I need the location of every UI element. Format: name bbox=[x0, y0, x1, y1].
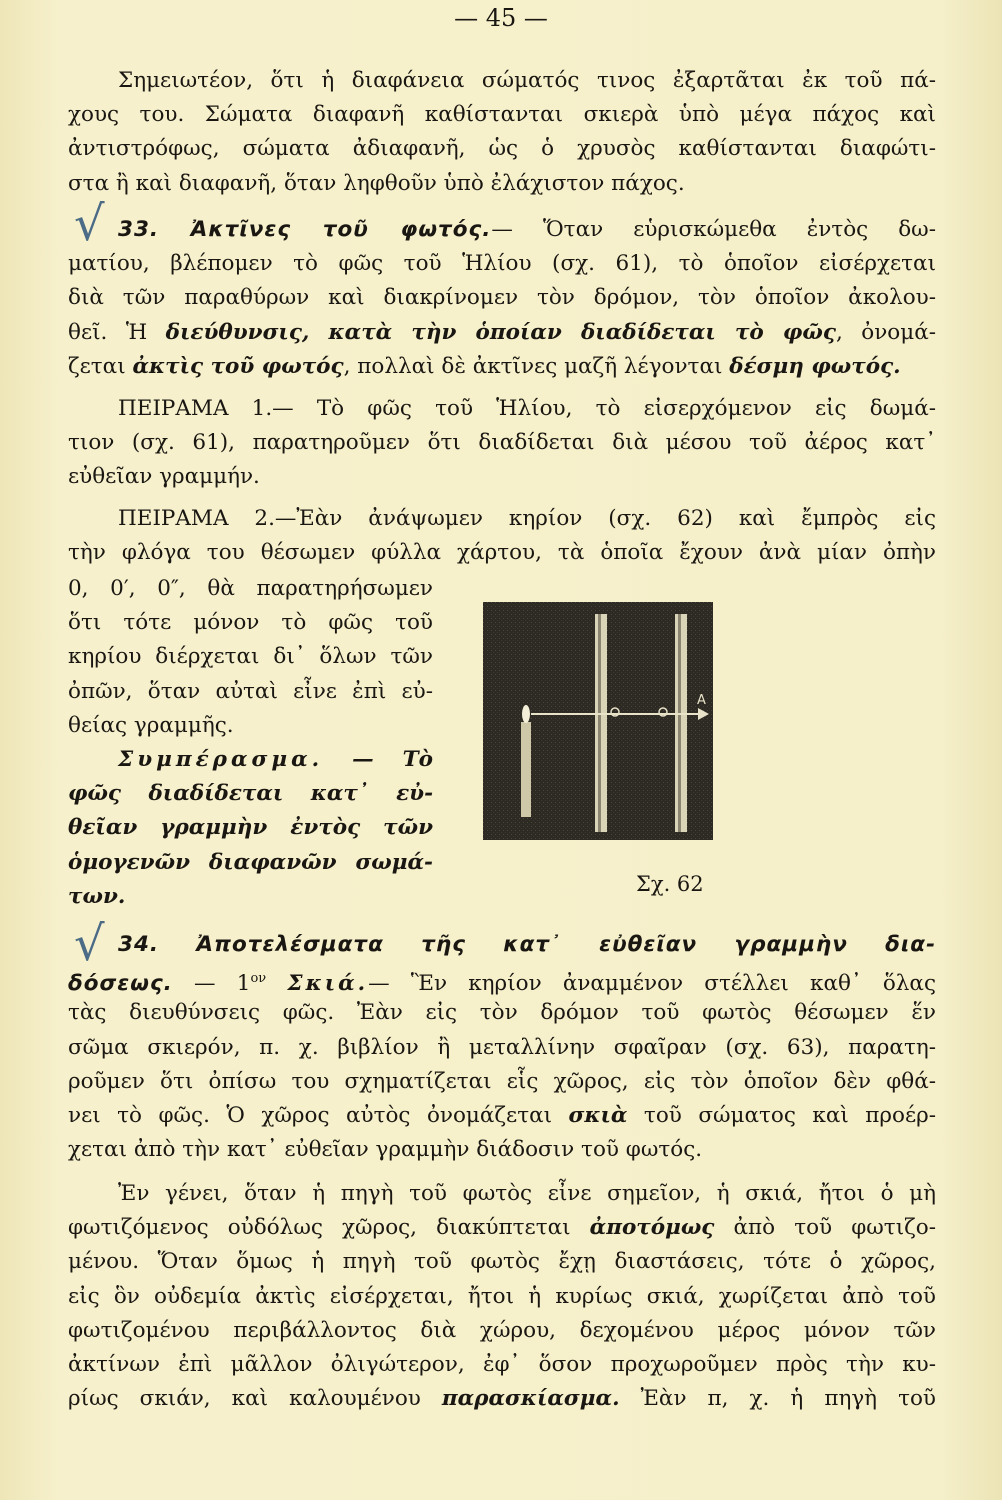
text-line: τὰς διευθύνσεις φῶς. Ἐὰν εἰς τὸν δρόμον τοῦ φωτὸς θέσωμεν ἕν bbox=[68, 1000, 936, 1026]
sub-number: 1 bbox=[236, 971, 251, 997]
text-span: ἀπὸ τοῦ φωτιζο- bbox=[714, 1215, 936, 1241]
text-line: ματίου, βλέπομεν τὸ φῶς τοῦ Ἡλίου (σχ. 61), τὸ ὁποῖον εἰσέρχεται bbox=[68, 251, 936, 277]
section-33 bbox=[68, 213, 936, 384]
text-line: εἰς ὃν οὐδεμία ἀκτὶς εἰσέρχεται, ἤτοι ἡ κυρίως σκιά, χωρίζεται ἀπὸ τοῦ bbox=[68, 1283, 936, 1309]
final-paragraph bbox=[68, 1177, 936, 1416]
text-span: Ἐὰν π, χ. ἡ πηγὴ τοῦ bbox=[619, 1386, 936, 1412]
conclusion-line: ὁμογενῶν διαφανῶν σωμά- bbox=[68, 849, 433, 875]
section-34 bbox=[68, 928, 936, 1167]
text-span: — Τὸ bbox=[323, 746, 433, 772]
check-mark-icon: √ bbox=[74, 196, 105, 252]
page-number: — 45 — bbox=[454, 4, 548, 32]
text-line: Σημειωτέον, ὅτι ἡ διαφάνεια σώματός τινος ἐξαρτᾶται ἐκ τοῦ πά- bbox=[118, 68, 936, 93]
check-mark-icon: √ bbox=[74, 916, 105, 972]
text-span: — bbox=[172, 971, 237, 997]
text-span: θεῖ. Ἡ bbox=[68, 319, 166, 345]
text-line: μένου. Ὅταν ὅμως ἡ πηγὴ τοῦ φωτὸς ἔχῃ διαστάσεις, τότε ὁ χῶρος, bbox=[68, 1249, 936, 1275]
text-line bbox=[68, 350, 936, 384]
text-span: — Ἓν κηρίον ἀναμμένον στέλλει καθ᾽ ὅλας bbox=[368, 971, 936, 997]
text-line: εὐθεῖαν γραμμήν. bbox=[68, 464, 260, 490]
section-33-heading: 33. Ἀκτῖνες τοῦ φωτός. bbox=[118, 217, 492, 242]
text-line: ὀπῶν, ὅταν αὐταὶ εἶνε ἐπὶ εὐ- bbox=[68, 678, 433, 704]
section-34-second-line bbox=[68, 962, 936, 996]
figure-62-illustration bbox=[483, 602, 713, 840]
text-span: — Ὅταν εὑρισκώμεθα ἐντὸς δω- bbox=[491, 217, 936, 242]
text-span: ζεται bbox=[68, 353, 133, 379]
candle bbox=[521, 722, 531, 817]
text-line: ΠΕΙΡΑΜΑ 2.—Ἐὰν ἀνάψωμεν κηρίον (σχ. 62) καὶ ἔμπρὸς εἰς bbox=[118, 506, 936, 531]
text-line: 0, 0′, 0″, θὰ παρατηρήσωμεν bbox=[68, 576, 433, 601]
experiment-2 bbox=[68, 502, 936, 570]
left-column bbox=[68, 572, 433, 914]
conclusion-title: Συμπέρασμα. bbox=[118, 746, 324, 772]
experiment-1 bbox=[68, 392, 936, 495]
text-line: φωτιζομένου περιβάλλοντος διὰ χώρου, δεχομένου μέρος μόνον τῶν bbox=[68, 1317, 936, 1343]
text-span bbox=[266, 971, 287, 996]
text-line: χους του. Σώματα διαφανῆ καθίστανται σκιερὰ ὑπὸ μέγα πάχος καὶ bbox=[68, 102, 936, 128]
text-line: τιον (σχ. 61), παρατηροῦμεν ὅτι διαδίδεται διὰ μέσου τοῦ ἀέρος κατ᾽ bbox=[68, 430, 936, 456]
conclusion-line: των. bbox=[68, 883, 126, 909]
sub-title-shadow: Σκιά. bbox=[287, 971, 369, 997]
screen-shade bbox=[678, 614, 681, 832]
text-line: ὅτι τότε μόνον τὸ φῶς τοῦ bbox=[68, 610, 433, 636]
text-line: ΠΕΙΡΑΜΑ 1.— Τὸ φῶς τοῦ Ἡλίου, τὸ εἰσερχόμενον εἰς δωμά- bbox=[118, 396, 936, 421]
text-line: θείας γραμμῆς. bbox=[68, 712, 234, 738]
text-span: φωτιζόμενος οὐδόλως χῶρος, διακύπτεται bbox=[68, 1215, 590, 1241]
conclusion-line: φῶς διαδίδεται κατ᾽ εὐ- bbox=[68, 781, 433, 807]
text-line: ροῦμεν ὅτι ὀπίσω του σχηματίζεται εἷς χῶρος, εἰς τὸν ὁποῖον δὲν φθά- bbox=[68, 1068, 936, 1094]
text-line: ἀντιστρόφως, σώματα ἀδιαφανῆ, ὡς ὁ χρυσὸς καθίστανται διαφώτι- bbox=[68, 136, 936, 162]
emphasis-abruptly: ἀποτόμως bbox=[589, 1215, 715, 1241]
conclusion-first-line bbox=[68, 743, 433, 777]
text-line bbox=[68, 1211, 936, 1245]
text-span: τοῦ σώματος καὶ προέρ- bbox=[627, 1102, 937, 1128]
text-span: νει τὸ φῶς. Ὁ χῶρος αὐτὸς ὀνομάζεται bbox=[68, 1102, 569, 1128]
conclusion-line: θεῖαν γραμμὴν ἐντὸς τῶν bbox=[68, 815, 433, 841]
section-34-heading: 34. Ἀποτελέσματα τῆς κατ᾽ εὐθεῖαν γραμμὴν δια- bbox=[118, 932, 936, 957]
screen-shade bbox=[598, 614, 601, 832]
emphasis-ray: ἀκτὶς τοῦ φωτός bbox=[132, 353, 344, 379]
text-line: Ἐν γένει, ὅταν ἡ πηγὴ τοῦ φωτὸς εἶνε σημεῖον, ἡ σκιά, ἤτοι ὁ μὴ bbox=[118, 1181, 936, 1206]
emphasis-shadow: σκιὰ bbox=[568, 1102, 628, 1128]
candle-flame bbox=[522, 705, 530, 723]
text-line: τὴν φλόγα του θέσωμεν φύλλα χάρτου, τὰ ὁποῖα ἔχουν ἀνὰ μίαν ὀπὴν bbox=[68, 540, 936, 566]
text-span: , πολλαὶ δὲ ἀκτῖνες μαζῆ λέγονται bbox=[343, 353, 730, 379]
text-line bbox=[68, 1382, 936, 1416]
text-line: διὰ τῶν παραθύρων καὶ διακρίνομεν τὸν δρόμον, τὸν ὁποῖον ἀκολου- bbox=[68, 285, 936, 311]
emphasis-penumbra: παρασκίασμα. bbox=[441, 1386, 620, 1412]
text-line: κηρίου διέρχεται δι᾽ ὅλων τῶν bbox=[68, 644, 433, 670]
arrow-label: A bbox=[697, 693, 706, 708]
text-line: σῶμα σκιερόν, π. χ. βιβλίον ἢ μεταλλίνην σφαῖραν (σχ. 63), παρατη- bbox=[68, 1034, 936, 1060]
text-span: ρίως σκιάν, καὶ καλουμένου bbox=[68, 1386, 442, 1412]
emphasis-beam: δέσμη φωτός. bbox=[729, 353, 901, 379]
text-line bbox=[68, 1099, 936, 1133]
candle-screens-diagram bbox=[483, 602, 713, 840]
text-line: στα ἢ καὶ διαφανῆ, ὅταν ληφθοῦν ὑπὸ ἐλάχιστον πάχος. bbox=[68, 170, 685, 196]
text-line: ἀκτίνων ἐπὶ μᾶλλον ὀλιγώτερον, ἐφ᾽ ὅσον προχωροῦμεν πρὸς τὴν κυ- bbox=[68, 1351, 936, 1377]
top-paragraph bbox=[68, 64, 936, 201]
text-line: χεται ἀπὸ τὴν κατ᾽ εὐθεῖαν γραμμὴν διάδοσιν τοῦ φωτός. bbox=[68, 1137, 703, 1163]
figure-caption: Σχ. 62 bbox=[636, 872, 704, 896]
text-line bbox=[68, 316, 936, 350]
emphasis-direction: διεύθυνσις, κατὰ τὴν ὁποίαν διαδίδεται τὸ φῶς bbox=[165, 319, 836, 345]
section-33-first-line bbox=[68, 213, 936, 247]
section-34-heading-end: δόσεως. bbox=[68, 971, 173, 997]
sub-superscript: ον bbox=[250, 971, 267, 987]
text-span: , ὀνομά- bbox=[835, 319, 936, 345]
